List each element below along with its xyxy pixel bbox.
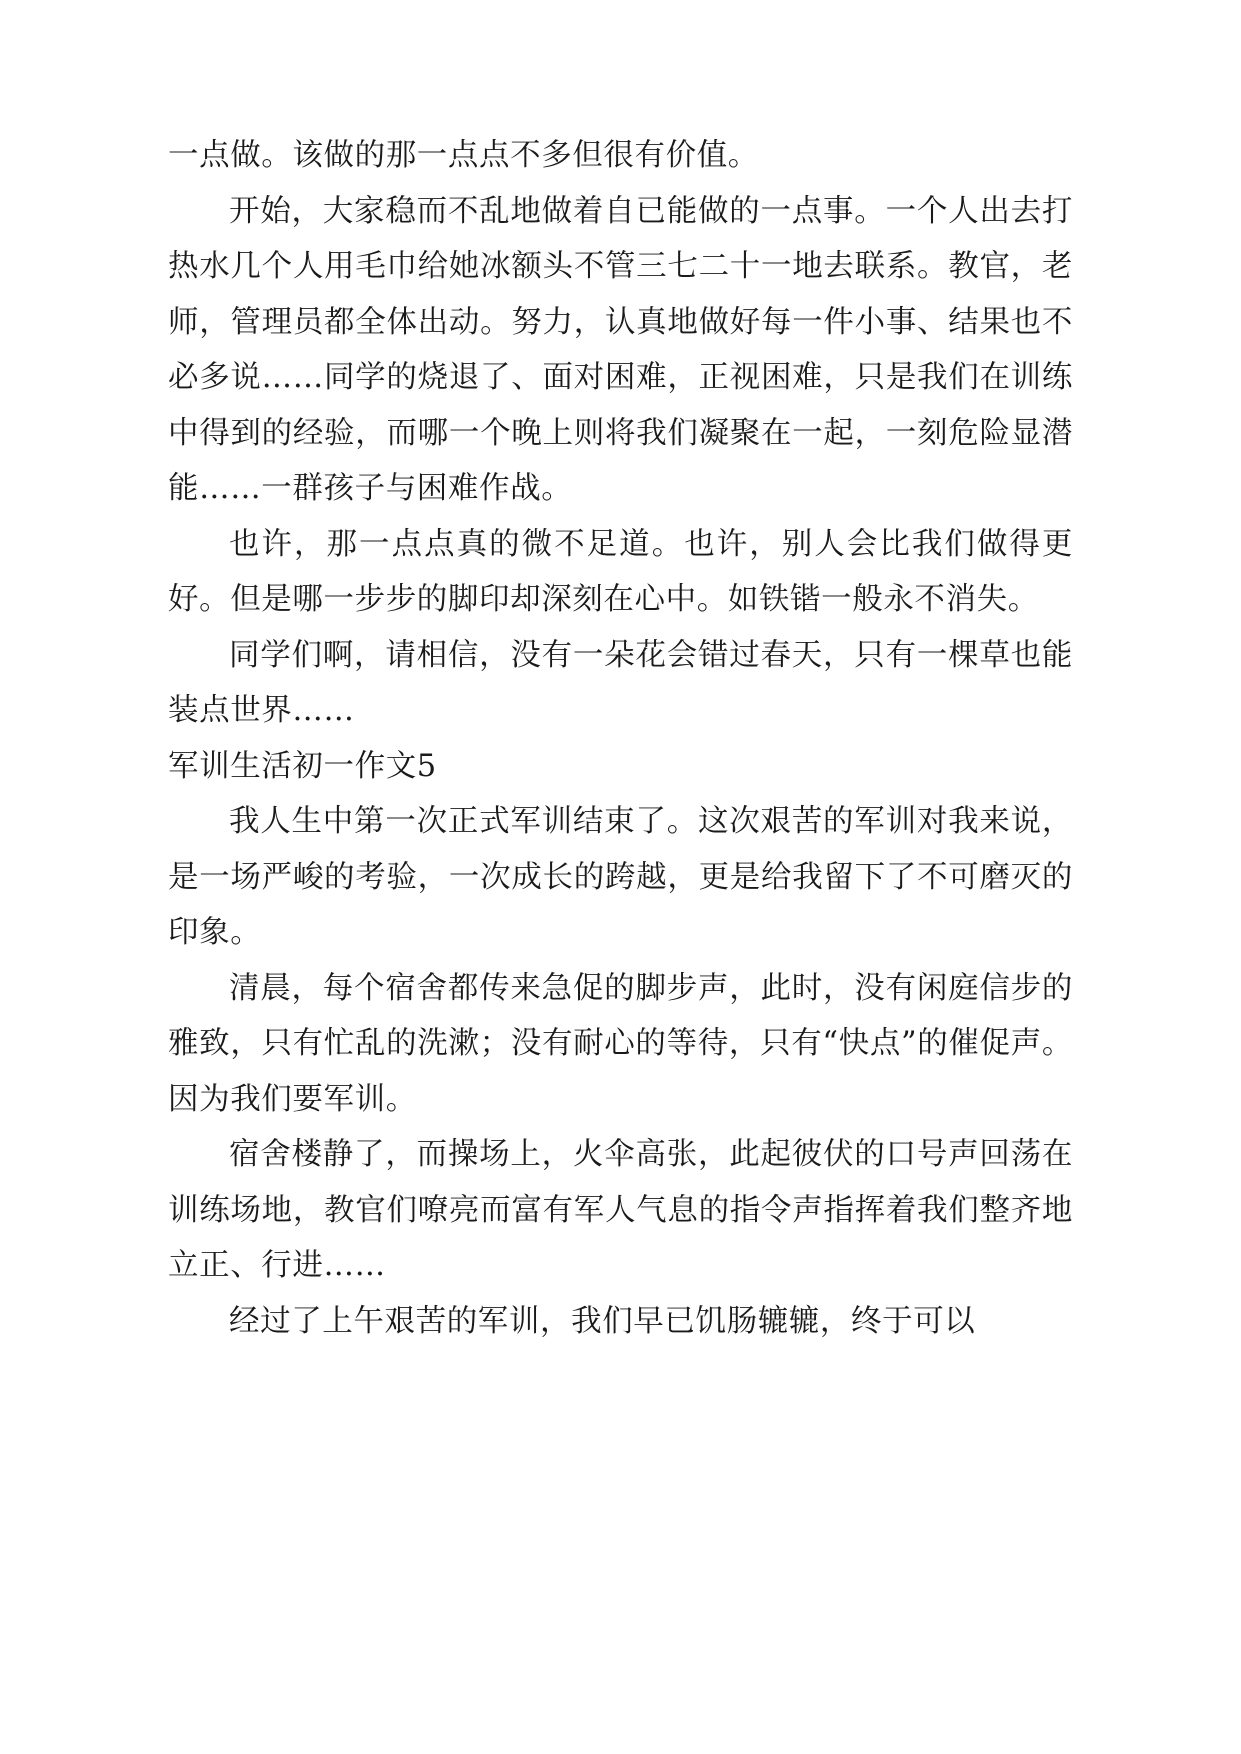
paragraph: 清晨，每个宿舍都传来急促的脚步声，此时，没有闲庭信步的雅致，只有忙乱的洗漱；没有耐心的等待，只有“快点”的催促声。因为我们要军训。 (168, 970, 1073, 1117)
section-heading: 军训生活初一作文5 (168, 748, 437, 784)
paragraph: 也许，那一点点真的微不足道。也许，别人会比我们做得更好。但是哪一步步的脚印却深刻在心中。如铁锴一般永不消失。 (168, 526, 1073, 617)
document-body (168, 128, 1073, 1349)
paragraph: 一点做。该做的那一点点不多但很有价值。 (168, 138, 759, 173)
paragraph: 我人生中第一次正式军训结束了。这次艰苦的军训对我来说，是一场严峻的考验，一次成长的跨越，更是给我留下了不可磨灭的印象。 (168, 804, 1073, 950)
paragraph: 同学们啊，请相信，没有一朵花会错过春天，只有一棵草也能装点世界…… (168, 637, 1073, 728)
paragraph: 宿舍楼静了，而操场上，火伞高张，此起彼伏的口号声回荡在训练场地，教官们嘹亮而富有军人气息的指令声指挥着我们整齐地立正、行进…… (168, 1137, 1073, 1283)
paragraph: 开始，大家稳而不乱地做着自已能做的一点事。一个人出去打热水几个人用毛巾给她冰额头不管三七二十一地去联系。教官，老师，管理员都全体出动。努力，认真地做好每一件小事、结果也不必多说……同学的烧退了、面对困难，正视困难，只是我们在训练中得到的经验，而哪一个晚上则将我们凝聚在一起，一刻危险显潜能……一群孩子与困难作战。 (168, 193, 1073, 506)
paragraph: 经过了上午艰苦的军训，我们早已饥肠辘辘，终于可以 (229, 1303, 976, 1339)
